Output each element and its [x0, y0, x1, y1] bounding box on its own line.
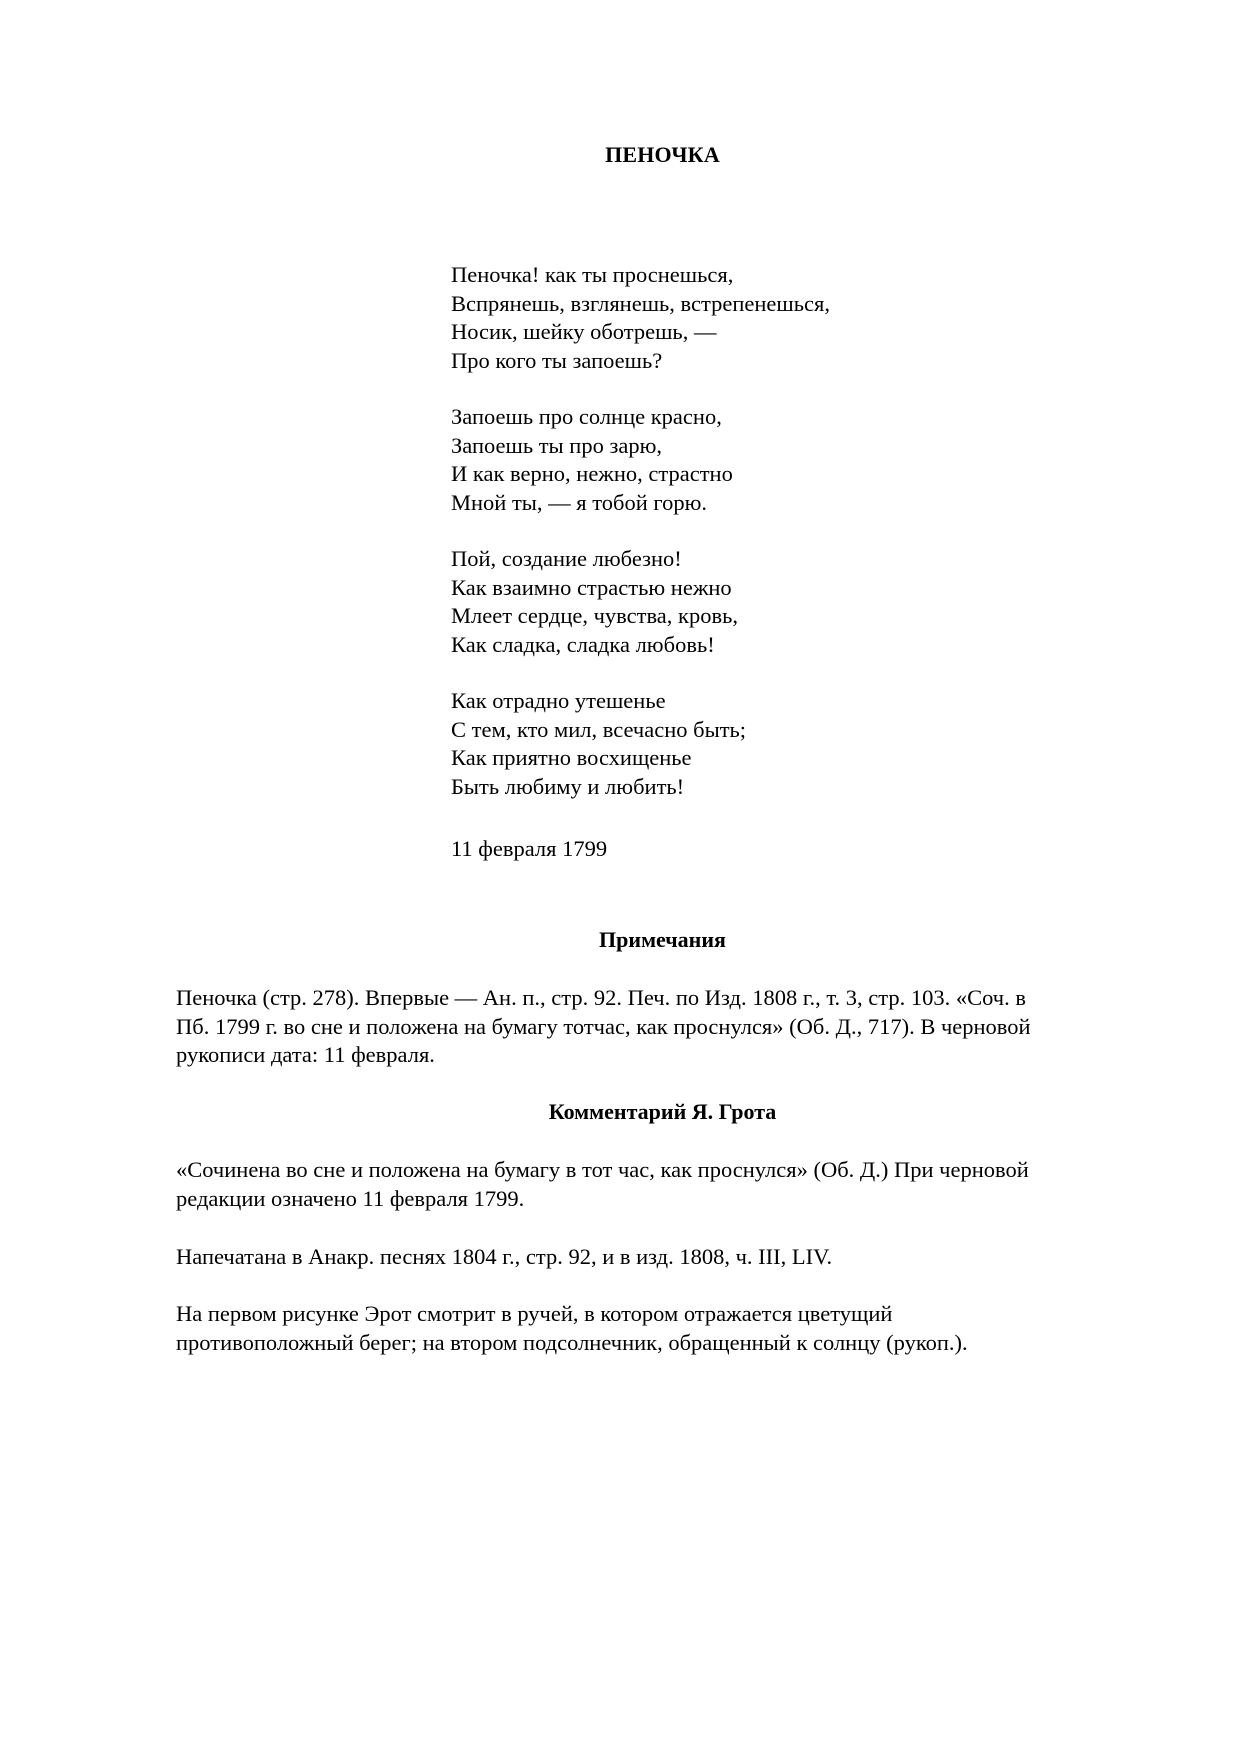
poem-line: Пеночка! как ты проснешься, [451, 262, 734, 287]
commentary-paragraph [176, 1300, 1136, 1357]
poem-line: Про кого ты запоешь? [451, 347, 663, 373]
text-line: редакции означено 11 февраля 1799. [176, 1185, 525, 1211]
poem-line: И как верно, нежно, страстно [451, 461, 733, 486]
commentary-paragraph [176, 1243, 1136, 1272]
poem-line: С тем, кто мил, всечасно быть; [451, 716, 747, 742]
text-line: противоположный берег; на втором подсолнечник, обращенный к солнцу (рукоп.). [176, 1329, 968, 1355]
text-line: На первом рисунке Эрот смотрит в ручей, в котором отражается цветущий [176, 1301, 893, 1326]
poem-line: Запоешь про солнце красно, [451, 404, 722, 429]
poem-line: Быть любиму и любить! [451, 773, 685, 799]
text-line: «Сочинена во сне и положена на бумагу в тот час, как проснулся» (Об. Д.) При черновой [176, 1157, 1029, 1182]
poem-line: Как отрадно утешенье [451, 688, 666, 713]
stanza-1 [451, 261, 1151, 375]
stanza-2 [451, 403, 1151, 517]
poem-line: Млеет сердце, чувства, кровь, [451, 603, 738, 628]
poem-line: Вспрянешь, взглянешь, встрепенешься, [451, 290, 830, 316]
poem-date: 11 февраля 1799 [451, 836, 608, 861]
text-line: рукописи дата: 11 февраля. [176, 1042, 435, 1067]
commentary-paragraph [176, 1156, 1136, 1213]
poem-line: Пой, создание любезно! [451, 546, 682, 571]
notes-heading: Примечания [599, 927, 726, 952]
poem-line: Мной ты, — я тобой горю. [451, 489, 708, 515]
poem-body [451, 261, 1151, 801]
text-line: Пб. 1799 г. во сне и положена на бумагу тотчас, как проснулся» (Об. Д., 717). В черновой [176, 1013, 1031, 1039]
text-line: Пеночка (стр. 278). Впервые — Ан. п., стр. 92. Печ. по Изд. 1808 г., т. 3, стр. 103. «Соч. в [176, 985, 1026, 1010]
stanza-4 [451, 687, 1151, 801]
poem-line: Как сладка, сладка любовь! [451, 631, 715, 657]
poem-line: Как приятно восхищенье [451, 745, 692, 770]
poem-title: ПЕНОЧКА [605, 142, 720, 167]
notes-paragraph [176, 984, 1136, 1070]
poem-line: Носик, шейку оботрешь, — [451, 319, 717, 344]
commentary-heading: Комментарий Я. Грота [548, 1099, 777, 1124]
text-line: Напечатана в Анакр. песнях 1804 г., стр. 92, и в изд. 1808, ч. III, LIV. [176, 1244, 833, 1269]
stanza-3 [451, 545, 1151, 659]
poem-line: Как взаимно страстью нежно [451, 574, 732, 600]
poem-line: Запоешь ты про зарю, [451, 432, 663, 458]
